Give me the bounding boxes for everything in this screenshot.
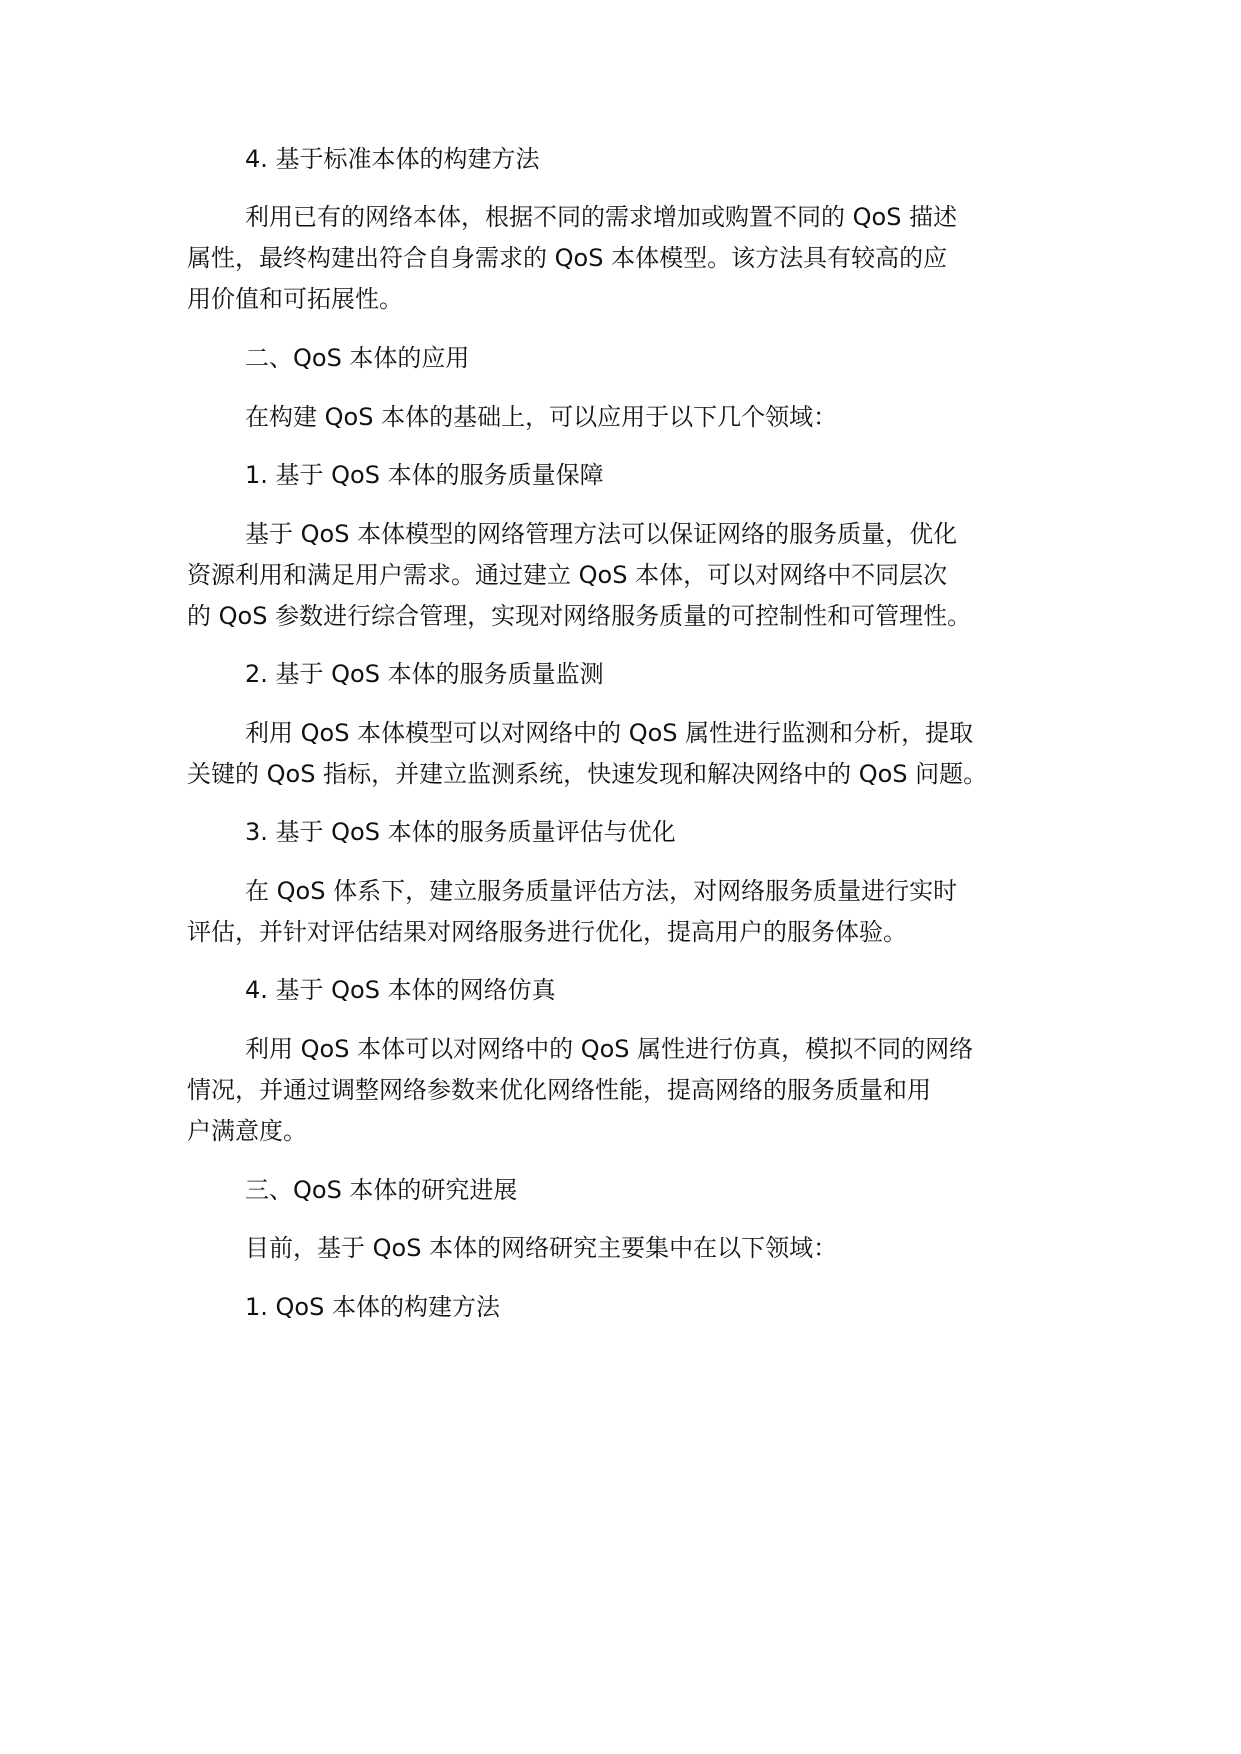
paragraph-line: 基于 QoS 本体模型的网络管理方法可以保证网络的服务质量，优化	[245, 520, 958, 548]
paragraph-line: 资源利用和满足用户需求。通过建立 QoS 本体，可以对网络中不同层次	[187, 561, 948, 589]
subsection-heading: 1. QoS 本体的构建方法	[245, 1293, 500, 1321]
intro-line: 在构建 QoS 本体的基础上，可以应用于以下几个领域：	[245, 403, 838, 431]
subsection-heading: 3. 基于 QoS 本体的服务质量评估与优化	[245, 818, 676, 846]
paragraph-line: 户满意度。	[187, 1117, 307, 1145]
subsection-heading: 4. 基于 QoS 本体的网络仿真	[245, 976, 556, 1004]
subsection-heading: 2. 基于 QoS 本体的服务质量监测	[245, 660, 604, 688]
paragraph-line: 利用 QoS 本体可以对网络中的 QoS 属性进行仿真，模拟不同的网络	[245, 1035, 974, 1063]
paragraph-line: 属性，最终构建出符合自身需求的 QoS 本体模型。该方法具有较高的应	[187, 244, 948, 272]
section-heading: 4. 基于标准本体的构建方法	[245, 145, 540, 173]
paragraph-line: 用价值和可拓展性。	[187, 285, 403, 313]
paragraph-line: 在 QoS 体系下，建立服务质量评估方法，对网络服务质量进行实时	[245, 877, 958, 905]
section-heading: 三、QoS 本体的研究进展	[245, 1176, 518, 1204]
subsection-heading: 1. 基于 QoS 本体的服务质量保障	[245, 461, 604, 489]
section-heading: 二、QoS 本体的应用	[245, 344, 470, 372]
paragraph-line: 评估，并针对评估结果对网络服务进行优化，提高用户的服务体验。	[187, 918, 907, 946]
paragraph-line: 利用已有的网络本体，根据不同的需求增加或购置不同的 QoS 描述	[245, 203, 958, 231]
intro-line: 目前，基于 QoS 本体的网络研究主要集中在以下领域：	[245, 1234, 838, 1262]
paragraph-line: 利用 QoS 本体模型可以对网络中的 QoS 属性进行监测和分析，提取	[245, 719, 974, 747]
paragraph-line: 情况，并通过调整网络参数来优化网络性能，提高网络的服务质量和用	[187, 1076, 931, 1104]
paragraph-line: 关键的 QoS 指标，并建立监测系统，快速发现和解决网络中的 QoS 问题。	[187, 760, 988, 788]
paragraph-line: 的 QoS 参数进行综合管理，实现对网络服务质量的可控制性和可管理性。	[187, 602, 972, 630]
